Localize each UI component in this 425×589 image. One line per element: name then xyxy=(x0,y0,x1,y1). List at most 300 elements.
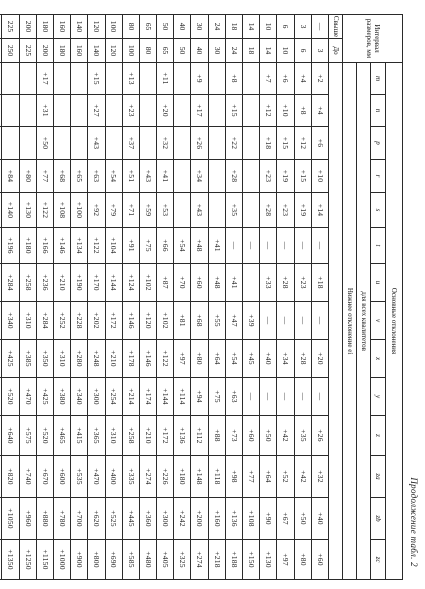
deviation-cell-p: +50 xyxy=(36,127,53,160)
deviation-cell-zc: +405 xyxy=(157,540,174,580)
deviation-cell-r xyxy=(243,160,260,193)
deviation-cell-m: +9 xyxy=(191,63,208,95)
deviation-cell-zb: +242 xyxy=(174,498,191,540)
interval-to-cell: 3 xyxy=(311,39,328,63)
deviation-cell-n xyxy=(19,95,36,127)
deviation-cell-m: +8 xyxy=(225,63,242,95)
deviation-cell-t xyxy=(0,228,2,264)
deviation-cell-zb: +620 xyxy=(88,498,105,540)
deviation-cell-v: +340 xyxy=(2,302,19,340)
deviation-cell-m xyxy=(243,63,260,95)
deviation-cell-zb: +50 xyxy=(294,498,311,540)
table-row xyxy=(105,15,122,580)
deviation-cell-n: +10 xyxy=(277,95,294,127)
deviation-cell-m: +2 xyxy=(311,63,328,95)
deviation-cell-m: +11 xyxy=(157,63,174,95)
deviation-cell-s xyxy=(208,193,225,228)
deviation-cell-s: +23 xyxy=(277,193,294,228)
deviation-cell-r xyxy=(208,160,225,193)
deviation-cell-za: +820 xyxy=(2,456,19,498)
deviation-cell-u: +70 xyxy=(174,264,191,302)
deviation-cell-x: +178 xyxy=(122,340,139,378)
deviation-cell-t: +134 xyxy=(71,228,88,264)
deviation-cell-m: +6 xyxy=(277,63,294,95)
deviation-cell-u: +144 xyxy=(105,264,122,302)
interval-to-cell: 65 xyxy=(157,39,174,63)
deviation-cell-r: +28 xyxy=(225,160,242,193)
deviation-cell-y: +340 xyxy=(71,378,88,416)
deviation-cell-r: +68 xyxy=(54,160,71,193)
deviation-cell-za: +226 xyxy=(157,456,174,498)
interval-from-cell: 180 xyxy=(36,15,53,39)
interval-from-cell: 18 xyxy=(225,15,242,39)
interval-from-cell: 200 xyxy=(19,15,36,39)
deviation-cell-zc: +60 xyxy=(311,540,328,580)
deviation-cell-zb: +360 xyxy=(139,498,156,540)
deviation-cell-v: +39 xyxy=(243,302,260,340)
interval-to-cell: 80 xyxy=(139,39,156,63)
deviation-cell-s xyxy=(243,193,260,228)
deviation-cell-m xyxy=(174,63,191,95)
interval-to-cell: 6 xyxy=(294,39,311,63)
deviation-cell-y: — xyxy=(294,378,311,416)
deviation-cell-z: +172 xyxy=(157,416,174,456)
deviation-cell-y: +300 xyxy=(88,378,105,416)
deviation-cell-u: +284 xyxy=(2,264,19,302)
table-row xyxy=(174,15,191,580)
deviation-cell-y: — xyxy=(243,378,260,416)
deviation-cell-z: +365 xyxy=(88,416,105,456)
deviation-cell-p xyxy=(0,127,2,160)
deviation-cell-x: +97 xyxy=(174,340,191,378)
deviation-cell-za: +180 xyxy=(174,456,191,498)
deviation-cell-n xyxy=(174,95,191,127)
deviation-cell-t: +180 xyxy=(19,228,36,264)
deviation-cell-t: +48 xyxy=(191,228,208,264)
deviation-cell-x: +385 xyxy=(19,340,36,378)
deviation-cell-v: — xyxy=(294,302,311,340)
deviation-cell-zc: +218 xyxy=(208,540,225,580)
deviation-cell-y: +144 xyxy=(157,378,174,416)
deviations-table xyxy=(0,14,403,580)
deviation-cell-v: — xyxy=(311,302,328,340)
deviation-cell-zc: +150 xyxy=(243,540,260,580)
deviation-cell-za: +42 xyxy=(294,456,311,498)
deviation-cell-zb: +160 xyxy=(208,498,225,540)
column-header-zc: zc xyxy=(371,540,386,580)
deviation-cell-m xyxy=(0,63,2,95)
from-header: Свыше xyxy=(329,15,343,39)
column-header-v: v xyxy=(371,302,386,340)
deviation-cell-r: +43 xyxy=(139,160,156,193)
deviation-cell-v: +228 xyxy=(71,302,88,340)
deviation-cell-zc: +325 xyxy=(174,540,191,580)
interval-header: Интервал размеров, мм xyxy=(343,15,403,63)
deviation-cell-p: +18 xyxy=(260,127,277,160)
deviation-cell-n xyxy=(243,95,260,127)
deviation-cell-v: +120 xyxy=(139,302,156,340)
deviation-cell-m: +7 xyxy=(260,63,277,95)
interval-to-cell: 30 xyxy=(208,39,225,63)
deviation-cell-x: +350 xyxy=(36,340,53,378)
deviation-cell-v: — xyxy=(260,302,277,340)
deviation-cell-r: +15 xyxy=(294,160,311,193)
deviation-cell-zb xyxy=(0,498,2,540)
deviation-cell-s: +79 xyxy=(105,193,122,228)
deviation-cell-u: +124 xyxy=(122,264,139,302)
deviation-cell-za: +52 xyxy=(277,456,294,498)
deviation-cell-m: +13 xyxy=(122,63,139,95)
interval-to-cell: 14 xyxy=(260,39,277,63)
deviation-cell-y xyxy=(0,378,2,416)
deviation-cell-y: +425 xyxy=(36,378,53,416)
deviation-cell-za: +64 xyxy=(260,456,277,498)
deviation-cell-zc: +188 xyxy=(225,540,242,580)
interval-from-cell: 160 xyxy=(54,15,71,39)
deviation-cell-n: +27 xyxy=(88,95,105,127)
interval-to-cell: 10 xyxy=(277,39,294,63)
deviation-cell-zb: +67 xyxy=(277,498,294,540)
table-row xyxy=(157,15,174,580)
deviation-cell-v: +202 xyxy=(88,302,105,340)
table-row xyxy=(243,15,260,580)
column-header-n: n xyxy=(371,95,386,127)
deviation-cell-z: +73 xyxy=(225,416,242,456)
deviation-cell-zb: +960 xyxy=(19,498,36,540)
deviation-cell-v: +146 xyxy=(122,302,139,340)
table-row xyxy=(260,15,277,580)
interval-to-cell: 140 xyxy=(88,39,105,63)
deviation-cell-m: +4 xyxy=(294,63,311,95)
deviation-cell-s: +28 xyxy=(260,193,277,228)
deviation-cell-x: +146 xyxy=(139,340,156,378)
interval-from-cell: 120 xyxy=(88,15,105,39)
interval-from-cell: 14 xyxy=(243,15,260,39)
interval-to-cell: 180 xyxy=(54,39,71,63)
deviation-cell-y: +63 xyxy=(225,378,242,416)
table-row xyxy=(225,15,242,580)
table-row xyxy=(122,15,139,580)
deviation-cell-x: +310 xyxy=(54,340,71,378)
deviation-cell-r: +23 xyxy=(260,160,277,193)
deviation-cell-zb: +300 xyxy=(157,498,174,540)
deviation-cell-zb: +525 xyxy=(105,498,122,540)
deviation-cell-s: +71 xyxy=(122,193,139,228)
deviation-cell-zc: +585 xyxy=(122,540,139,580)
deviation-cell-n: +20 xyxy=(157,95,174,127)
deviation-cell-t: +91 xyxy=(122,228,139,264)
interval-from-cell: 24 xyxy=(208,15,225,39)
column-header-y: y xyxy=(371,378,386,416)
deviation-cell-p xyxy=(174,127,191,160)
interval-to-cell: 100 xyxy=(122,39,139,63)
deviation-cell-m xyxy=(54,63,71,95)
deviation-cell-zc: +1150 xyxy=(36,540,53,580)
deviation-cell-v xyxy=(0,302,2,340)
deviation-cell-v: +310 xyxy=(19,302,36,340)
deviation-cell-s: +14 xyxy=(311,193,328,228)
deviation-cell-p xyxy=(139,127,156,160)
deviation-cell-y: +214 xyxy=(122,378,139,416)
interval-to-cell: 18 xyxy=(243,39,260,63)
deviation-cell-y: +174 xyxy=(139,378,156,416)
deviation-cell-t: +41 xyxy=(208,228,225,264)
deviation-cell-s: +59 xyxy=(139,193,156,228)
deviation-cell-v: +81 xyxy=(174,302,191,340)
deviation-cell-u: +23 xyxy=(294,264,311,302)
deviation-cell-z: +136 xyxy=(174,416,191,456)
deviation-cell-v: +172 xyxy=(105,302,122,340)
table-row xyxy=(311,15,328,580)
deviation-cell-r xyxy=(174,160,191,193)
deviation-cell-p: +6 xyxy=(311,127,328,160)
deviation-cell-n: +8 xyxy=(294,95,311,127)
deviation-cell-r: +19 xyxy=(277,160,294,193)
deviation-cell-zb: +136 xyxy=(225,498,242,540)
deviation-cell-t: — xyxy=(225,228,242,264)
interval-from-cell: 30 xyxy=(191,15,208,39)
deviation-cell-n: +23 xyxy=(122,95,139,127)
interval-from-cell: 50 xyxy=(157,15,174,39)
deviation-cell-zb: +700 xyxy=(71,498,88,540)
deviation-cell-x: +122 xyxy=(157,340,174,378)
lower-deviation-header: Нижнее отклонение ei xyxy=(343,63,357,580)
deviation-cell-zb: +90 xyxy=(260,498,277,540)
interval-from-cell: 225 xyxy=(2,15,19,39)
deviation-cell-p: +22 xyxy=(225,127,242,160)
table-row xyxy=(2,15,19,580)
deviation-cell-z: +415 xyxy=(71,416,88,456)
interval-from-cell: 40 xyxy=(174,15,191,39)
deviation-cell-z: +50 xyxy=(260,416,277,456)
interval-to-cell: 120 xyxy=(105,39,122,63)
deviation-cell-u: +48 xyxy=(208,264,225,302)
deviation-cell-y: +94 xyxy=(191,378,208,416)
deviation-cell-v: +47 xyxy=(225,302,242,340)
deviation-cell-za: +77 xyxy=(243,456,260,498)
interval-from-cell: 10 xyxy=(260,15,277,39)
deviation-cell-zc: +1350 xyxy=(2,540,19,580)
deviation-cell-s: +92 xyxy=(88,193,105,228)
deviation-cell-x: +248 xyxy=(88,340,105,378)
deviation-cell-u: +33 xyxy=(260,264,277,302)
deviation-cell-r: +54 xyxy=(105,160,122,193)
column-header-u: u xyxy=(371,264,386,302)
deviation-cell-x: +425 xyxy=(2,340,19,378)
interval-from-cell xyxy=(0,15,2,39)
deviation-cell-y: +520 xyxy=(2,378,19,416)
table-body xyxy=(0,15,329,580)
interval-to-cell: 250 xyxy=(2,39,19,63)
deviation-cell-x: +34 xyxy=(277,340,294,378)
deviation-cell-zc: +480 xyxy=(139,540,156,580)
deviation-cell-p: +15 xyxy=(277,127,294,160)
column-header-x: x xyxy=(371,340,386,378)
table-row xyxy=(0,15,2,580)
deviation-cell-t: — xyxy=(277,228,294,264)
deviation-cell-u: +60 xyxy=(191,264,208,302)
deviation-cell-zb: +445 xyxy=(122,498,139,540)
deviation-cell-z: +60 xyxy=(243,416,260,456)
deviation-cell-m xyxy=(2,63,19,95)
deviation-cell-p: +12 xyxy=(294,127,311,160)
deviation-cell-r xyxy=(0,160,2,193)
deviation-cell-v: +102 xyxy=(157,302,174,340)
deviation-cell-u: +170 xyxy=(88,264,105,302)
deviation-cell-p xyxy=(2,127,19,160)
deviation-cell-s: +43 xyxy=(191,193,208,228)
deviation-cell-y: +75 xyxy=(208,378,225,416)
deviation-cell-n xyxy=(208,95,225,127)
deviation-cell-zc: +800 xyxy=(88,540,105,580)
deviation-cell-zc: +274 xyxy=(191,540,208,580)
deviation-cell-zb: +108 xyxy=(243,498,260,540)
deviation-cell-t: +122 xyxy=(88,228,105,264)
deviation-cell-z: +42 xyxy=(277,416,294,456)
deviation-cell-y: +254 xyxy=(105,378,122,416)
deviation-cell-v: — xyxy=(277,302,294,340)
column-header-p: p xyxy=(371,127,386,160)
deviation-cell-t: +66 xyxy=(157,228,174,264)
deviation-cell-n xyxy=(54,95,71,127)
deviation-cell-s xyxy=(174,193,191,228)
interval-from-cell: — xyxy=(311,15,328,39)
deviation-cell-v: +68 xyxy=(191,302,208,340)
deviation-cell-r: +77 xyxy=(36,160,53,193)
deviation-cell-n xyxy=(139,95,156,127)
deviation-cell-u: +28 xyxy=(277,264,294,302)
deviation-cell-p xyxy=(71,127,88,160)
deviation-cell-n: +12 xyxy=(260,95,277,127)
deviation-cell-t: +166 xyxy=(36,228,53,264)
deviation-cell-u xyxy=(243,264,260,302)
all-grades-header: для всех квалитетов xyxy=(357,63,371,580)
deviation-cell-t: — xyxy=(260,228,277,264)
deviation-cell-s: +130 xyxy=(19,193,36,228)
deviation-cell-m: +17 xyxy=(36,63,53,95)
deviation-cell-r: +63 xyxy=(88,160,105,193)
deviation-cell-z: +465 xyxy=(54,416,71,456)
deviation-cell-p: +32 xyxy=(157,127,174,160)
deviation-cell-r: +34 xyxy=(191,160,208,193)
deviation-cell-u: +87 xyxy=(157,264,174,302)
deviation-cell-u: +258 xyxy=(19,264,36,302)
deviation-cell-x: +20 xyxy=(311,340,328,378)
deviation-cell-r: +51 xyxy=(122,160,139,193)
table-row xyxy=(208,15,225,580)
deviation-cell-zc: +690 xyxy=(105,540,122,580)
interval-from-cell: 6 xyxy=(277,15,294,39)
deviation-cell-z: +258 xyxy=(122,416,139,456)
deviation-cell-za: +535 xyxy=(71,456,88,498)
column-header-r: r xyxy=(371,160,386,193)
deviation-cell-zc: +80 xyxy=(294,540,311,580)
deviation-cell-za: +335 xyxy=(122,456,139,498)
deviation-cell-r: +10 xyxy=(311,160,328,193)
deviation-cell-zc: +1250 xyxy=(19,540,36,580)
deviation-cell-v: +252 xyxy=(54,302,71,340)
deviation-cell-z: +88 xyxy=(208,416,225,456)
deviation-cell-p: +37 xyxy=(122,127,139,160)
column-header-za: za xyxy=(371,456,386,498)
table-row xyxy=(294,15,311,580)
deviation-cell-zb: +40 xyxy=(311,498,328,540)
deviation-cell-n: +4 xyxy=(311,95,328,127)
interval-to-cell: 200 xyxy=(36,39,53,63)
deviation-cell-zc xyxy=(0,540,2,580)
deviation-cell-z: +575 xyxy=(19,416,36,456)
column-header-s: s xyxy=(371,193,386,228)
deviation-cell-za: +148 xyxy=(191,456,208,498)
deviation-cell-za: +274 xyxy=(139,456,156,498)
deviation-cell-z: +26 xyxy=(311,416,328,456)
deviation-cell-r: +80 xyxy=(19,160,36,193)
table-row xyxy=(139,15,156,580)
deviation-cell-v: +284 xyxy=(36,302,53,340)
table-caption: Продолжение табл. 2 xyxy=(409,477,419,567)
deviation-cell-x: +280 xyxy=(71,340,88,378)
deviation-cell-t: — xyxy=(294,228,311,264)
interval-to-cell xyxy=(0,39,2,63)
deviation-cell-m: +15 xyxy=(88,63,105,95)
deviation-cell-za: +400 xyxy=(105,456,122,498)
deviation-cell-p xyxy=(243,127,260,160)
deviation-cell-za: +98 xyxy=(225,456,242,498)
deviation-cell-n xyxy=(71,95,88,127)
deviation-cell-za: +470 xyxy=(88,456,105,498)
table-row xyxy=(19,15,36,580)
deviation-cell-z: +35 xyxy=(294,416,311,456)
deviation-cell-u: +210 xyxy=(54,264,71,302)
deviation-cell-s: +108 xyxy=(54,193,71,228)
deviation-cell-u xyxy=(0,264,2,302)
column-header-t: t xyxy=(371,228,386,264)
deviation-cell-zb: +200 xyxy=(191,498,208,540)
deviation-cell-t: — xyxy=(311,228,328,264)
deviation-cell-y: +470 xyxy=(19,378,36,416)
deviation-cell-u: +236 xyxy=(36,264,53,302)
interval-to-cell: 160 xyxy=(71,39,88,63)
deviation-cell-t: +104 xyxy=(105,228,122,264)
deviation-cell-t: — xyxy=(243,228,260,264)
deviation-cell-n xyxy=(0,95,2,127)
deviation-cell-z xyxy=(0,416,2,456)
deviation-cell-u: +18 xyxy=(311,264,328,302)
deviation-cell-za: +670 xyxy=(36,456,53,498)
deviation-cell-zc: +97 xyxy=(277,540,294,580)
deviation-cell-r: +65 xyxy=(71,160,88,193)
interval-from-cell: 100 xyxy=(105,15,122,39)
deviation-cell-t: +146 xyxy=(54,228,71,264)
table-row xyxy=(36,15,53,580)
table-row xyxy=(54,15,71,580)
deviation-cell-t: +196 xyxy=(2,228,19,264)
deviation-cell-x: +45 xyxy=(243,340,260,378)
table-row xyxy=(88,15,105,580)
deviation-cell-p: +43 xyxy=(88,127,105,160)
deviation-cell-x: +64 xyxy=(208,340,225,378)
column-header-z: z xyxy=(371,416,386,456)
interval-to-cell: 40 xyxy=(191,39,208,63)
deviation-cell-z: +210 xyxy=(139,416,156,456)
deviation-cell-z: +640 xyxy=(2,416,19,456)
deviation-cell-p xyxy=(208,127,225,160)
deviation-cell-za: +118 xyxy=(208,456,225,498)
deviation-cell-zc: +130 xyxy=(260,540,277,580)
deviation-cell-m xyxy=(105,63,122,95)
deviation-cell-s: +122 xyxy=(36,193,53,228)
deviation-cell-p xyxy=(54,127,71,160)
